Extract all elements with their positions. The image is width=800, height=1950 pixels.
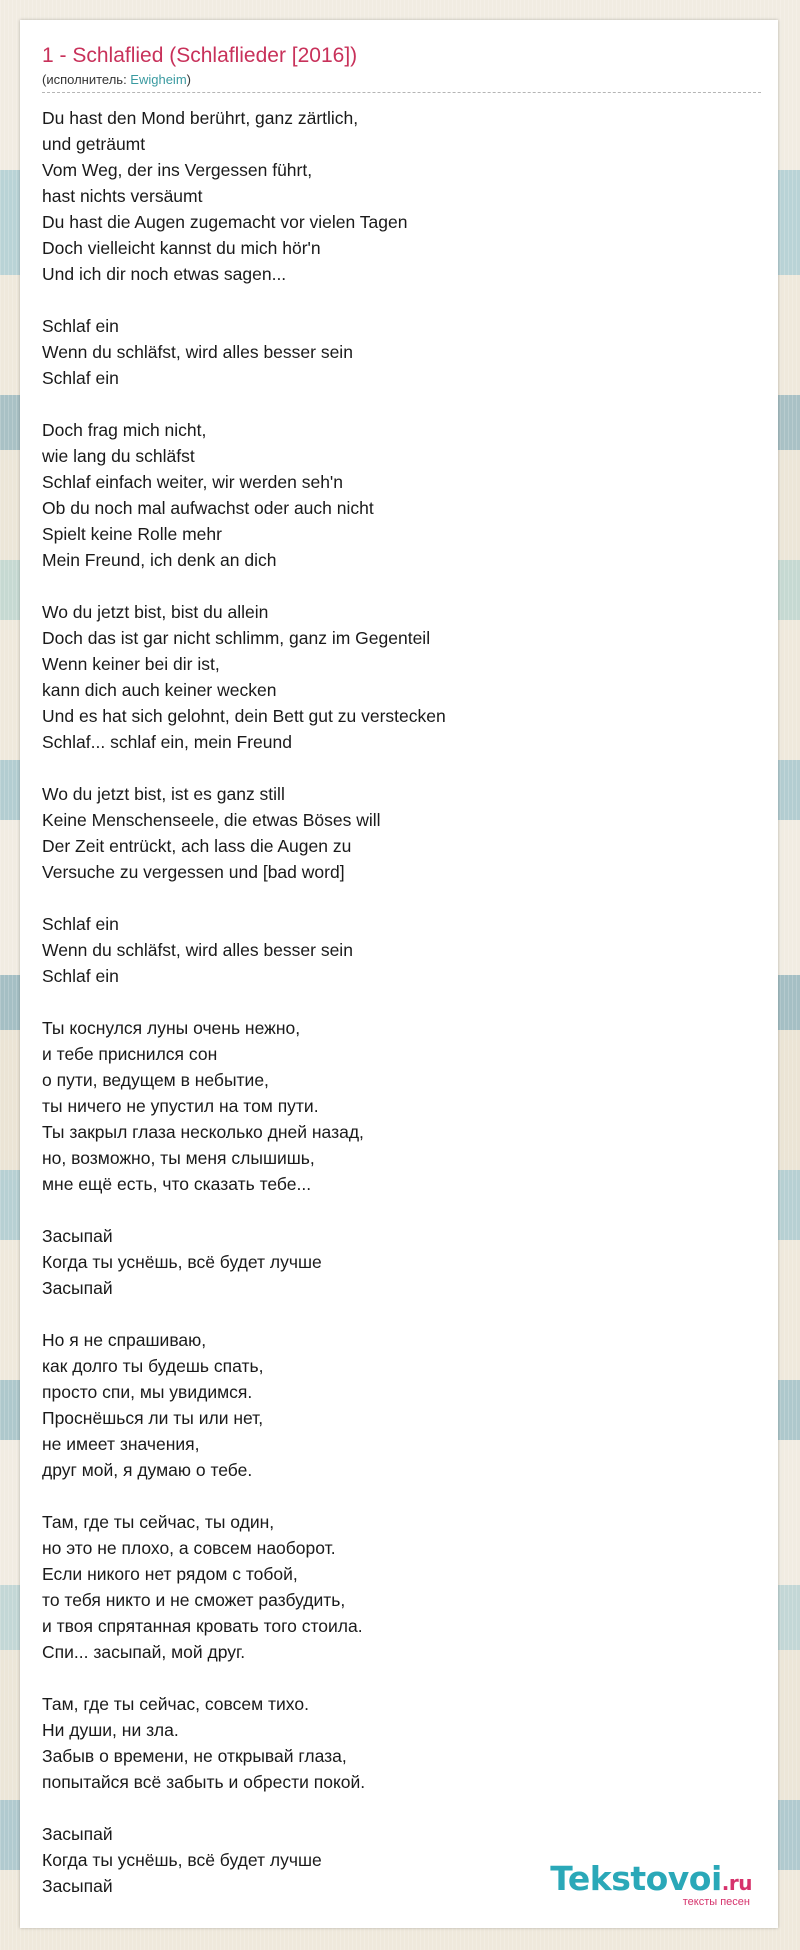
lyric-line: Проснёшься ли ты или нет,	[42, 1408, 264, 1428]
lyric-blank-line	[42, 1665, 756, 1691]
lyric-line: о пути, ведущем в небытие,	[42, 1070, 269, 1090]
lyric-line: Mein Freund, ich denk an dich	[42, 550, 277, 570]
performer-line	[42, 71, 761, 93]
lyric-line: Ни души, ни зла.	[42, 1720, 179, 1740]
lyric-line: und geträumt	[42, 134, 146, 154]
lyric-line: Versuche zu vergessen und [bad word]	[42, 862, 345, 882]
lyric-line: wie lang du schläfst	[42, 446, 195, 466]
lyric-line: Засыпай	[42, 1824, 113, 1844]
lyric-line: и твоя спрятанная кровать того стоила.	[42, 1616, 363, 1636]
lyric-line: и тебе приснился сон	[42, 1044, 218, 1064]
lyric-line: Schlaf ein	[42, 316, 119, 336]
lyric-line: Der Zeit entrückt, ach lass die Augen zu	[42, 836, 352, 856]
lyric-line: Засыпай	[42, 1226, 113, 1246]
logo-tld: .ru	[721, 1871, 752, 1895]
lyric-line: просто спи, мы увидимся.	[42, 1382, 253, 1402]
lyric-line: но это не плохо, а совсем наоборот.	[42, 1538, 336, 1558]
lyric-line: то тебя никто и не сможет разбудить,	[42, 1590, 346, 1610]
lyric-blank-line	[42, 287, 756, 313]
lyric-line: Ты коснулся луны очень нежно,	[42, 1018, 301, 1038]
lyric-line: Vom Weg, der ins Vergessen führt,	[42, 160, 313, 180]
site-logo[interactable]	[550, 1861, 752, 1908]
lyric-line: Ob du noch mal aufwachst oder auch nicht	[42, 498, 374, 518]
lyric-line: Schlaf einfach weiter, wir werden seh'n	[42, 472, 343, 492]
lyric-line: Когда ты уснёшь, всё будет лучше	[42, 1252, 322, 1272]
lyric-line: Но я не спрашиваю,	[42, 1330, 207, 1350]
lyric-line: Du hast den Mond berührt, ganz zärtlich,	[42, 108, 359, 128]
lyric-line: Und ich dir noch etwas sagen...	[42, 264, 287, 284]
lyric-line: Und es hat sich gelohnt, dein Bett gut zu verstecken	[42, 706, 446, 726]
lyric-line: мне ещё есть, что сказать тебе...	[42, 1174, 312, 1194]
lyric-line: как долго ты будешь спать,	[42, 1356, 264, 1376]
lyric-line: Keine Menschenseele, die etwas Böses will	[42, 810, 381, 830]
lyric-line: Там, где ты сейчас, совсем тихо.	[42, 1694, 309, 1714]
lyric-line: Schlaf ein	[42, 966, 119, 986]
lyric-blank-line	[42, 1301, 756, 1327]
lyric-line: не имеет значения,	[42, 1434, 200, 1454]
lyric-blank-line	[42, 1483, 756, 1509]
lyric-blank-line	[42, 755, 756, 781]
lyric-blank-line	[42, 573, 756, 599]
lyric-line: Wenn du schläfst, wird alles besser sein	[42, 940, 353, 960]
lyric-line: Schlaf ein	[42, 914, 119, 934]
lyric-line: попытайся всё забыть и обрести покой.	[42, 1772, 366, 1792]
lyric-line: Там, где ты сейчас, ты один,	[42, 1512, 275, 1532]
lyric-line: kann dich auch keiner wecken	[42, 680, 277, 700]
lyric-line: Wenn du schläfst, wird alles besser sein	[42, 342, 353, 362]
performer-suffix: )	[186, 72, 191, 87]
performer-prefix: (исполнитель:	[42, 72, 131, 87]
lyric-line: Wo du jetzt bist, ist es ganz still	[42, 784, 285, 804]
lyric-line: Wo du jetzt bist, bist du allein	[42, 602, 269, 622]
lyric-blank-line	[42, 1197, 756, 1223]
lyric-blank-line	[42, 989, 756, 1015]
logo-main-text: Tekstovoi	[550, 1859, 722, 1898]
lyric-line: Schlaf... schlaf ein, mein Freund	[42, 732, 292, 752]
lyric-line: Если никого нет рядом с тобой,	[42, 1564, 298, 1584]
lyric-line: но, возможно, ты меня слышишь,	[42, 1148, 315, 1168]
lyric-line: Засыпай	[42, 1876, 113, 1896]
lyrics-card	[20, 20, 778, 1928]
lyric-line: Когда ты уснёшь, всё будет лучше	[42, 1850, 322, 1870]
lyric-line: Doch frag mich nicht,	[42, 420, 207, 440]
lyric-blank-line	[42, 1795, 756, 1821]
lyric-line: Schlaf ein	[42, 368, 119, 388]
lyric-line: Забыв о времени, не открывай глаза,	[42, 1746, 347, 1766]
lyric-line: Спи... засыпай, мой друг.	[42, 1642, 246, 1662]
lyric-blank-line	[42, 885, 756, 911]
lyric-line: Spielt keine Rolle mehr	[42, 524, 222, 544]
performer-link[interactable]: Ewigheim	[130, 72, 187, 87]
lyric-blank-line	[42, 391, 756, 417]
logo-wordmark	[550, 1861, 752, 1901]
song-title: 1 - Schlaflied (Schlaflieder [2016])	[42, 44, 358, 67]
lyric-line: Du hast die Augen zugemacht vor vielen Tagen	[42, 212, 408, 232]
lyrics-text	[42, 105, 756, 1899]
lyric-line: друг мой, я думаю о тебе.	[42, 1460, 253, 1480]
lyric-line: Doch vielleicht kannst du mich hör'n	[42, 238, 321, 258]
logo-tagline: тексты песен	[682, 1896, 750, 1908]
lyric-line: Doch das ist gar nicht schlimm, ganz im Gegenteil	[42, 628, 431, 648]
lyric-line: Wenn keiner bei dir ist,	[42, 654, 220, 674]
lyric-line: hast nichts versäumt	[42, 186, 203, 206]
lyric-line: Ты закрыл глаза несколько дней назад,	[42, 1122, 364, 1142]
lyric-line: Засыпай	[42, 1278, 113, 1298]
lyric-line: ты ничего не упустил на том пути.	[42, 1096, 319, 1116]
